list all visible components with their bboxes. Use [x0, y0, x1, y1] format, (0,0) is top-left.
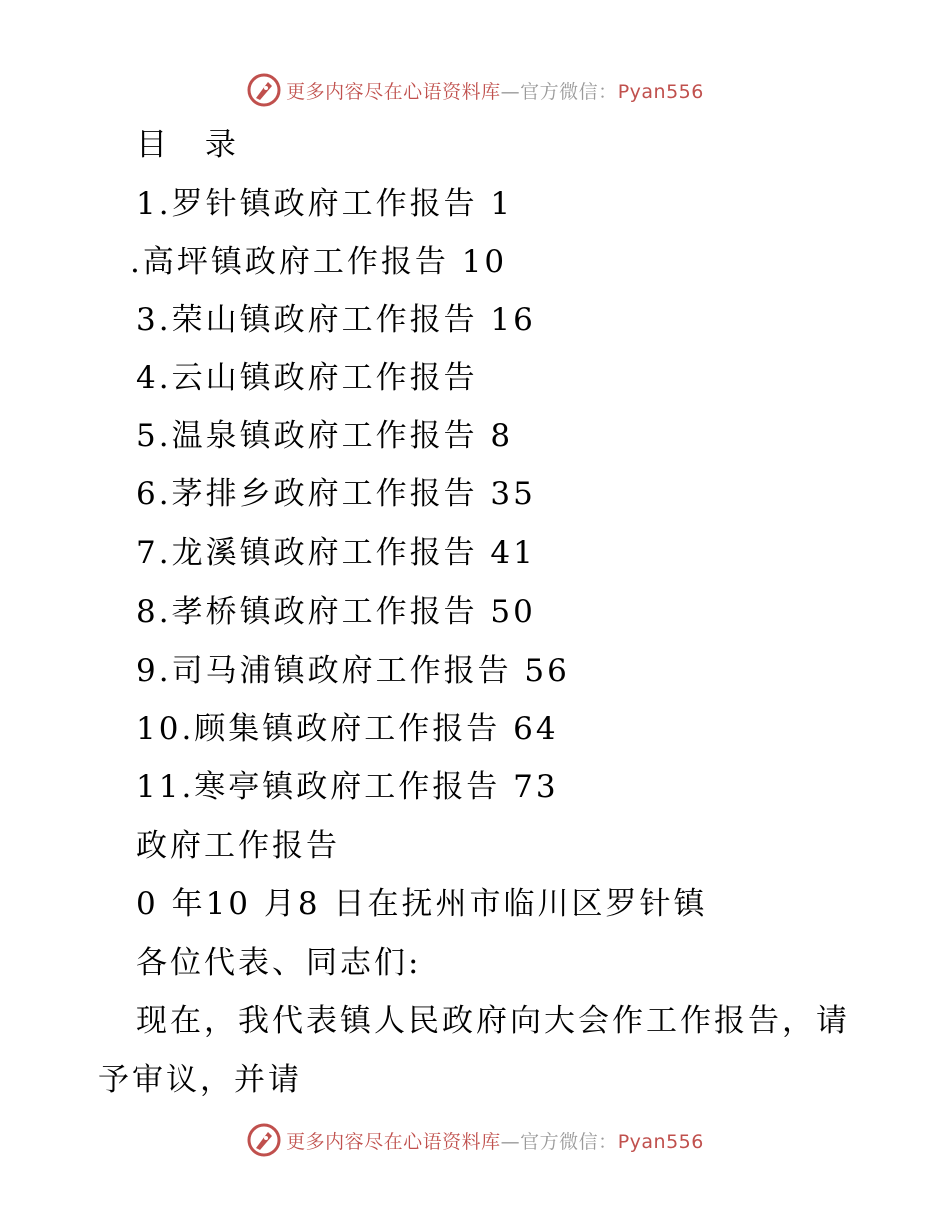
salutation: 各位代表、同志们:	[136, 945, 422, 981]
watermark-wechat-label: 官方微信：	[520, 1130, 618, 1153]
watermark-brand: 更多内容尽在心语资料库	[286, 80, 501, 103]
toc-item: 7.龙溪镇政府工作报告 41	[136, 535, 536, 571]
footer-watermark	[0, 1120, 950, 1160]
watermark-separator: —	[500, 1130, 521, 1153]
watermark-wechat-id: Pyan556	[617, 80, 704, 103]
toc-item: 4.云山镇政府工作报告	[136, 360, 478, 396]
watermark-separator: —	[500, 80, 521, 103]
watermark-brand: 更多内容尽在心语资料库	[286, 1130, 501, 1153]
pen-nib-logo-icon	[246, 1122, 282, 1158]
toc-item: 11.寒亭镇政府工作报告 73	[136, 769, 559, 805]
watermark-text	[286, 1127, 704, 1154]
pen-nib-logo-icon	[246, 72, 282, 108]
date-line: 0 年10 月8 日在抚州市临川区罗针镇	[136, 886, 708, 922]
toc-item: 5.温泉镇政府工作报告 8	[136, 418, 514, 454]
toc-title: 目 录	[136, 127, 250, 163]
toc-item: 9.司马浦镇政府工作报告 56	[136, 653, 570, 689]
toc-item: 3.荣山镇政府工作报告 16	[136, 302, 536, 338]
toc-item: 8.孝桥镇政府工作报告 50	[136, 594, 536, 630]
paragraph-line: 予审议，并请	[98, 1062, 302, 1098]
section-heading: 政府工作报告	[136, 828, 340, 864]
toc-item: .高坪镇政府工作报告 10	[130, 244, 508, 280]
paragraph-line: 现在，我代表镇人民政府向大会作工作报告，请	[136, 1003, 850, 1039]
toc-item: 6.茅排乡政府工作报告 35	[136, 476, 536, 512]
watermark-wechat-id: Pyan556	[617, 1130, 704, 1153]
watermark-text	[286, 77, 704, 104]
toc-item: 10.顾集镇政府工作报告 64	[136, 711, 559, 747]
toc-item: 1.罗针镇政府工作报告 1	[136, 186, 514, 222]
watermark-wechat-label: 官方微信：	[520, 80, 618, 103]
header-watermark	[0, 70, 950, 110]
